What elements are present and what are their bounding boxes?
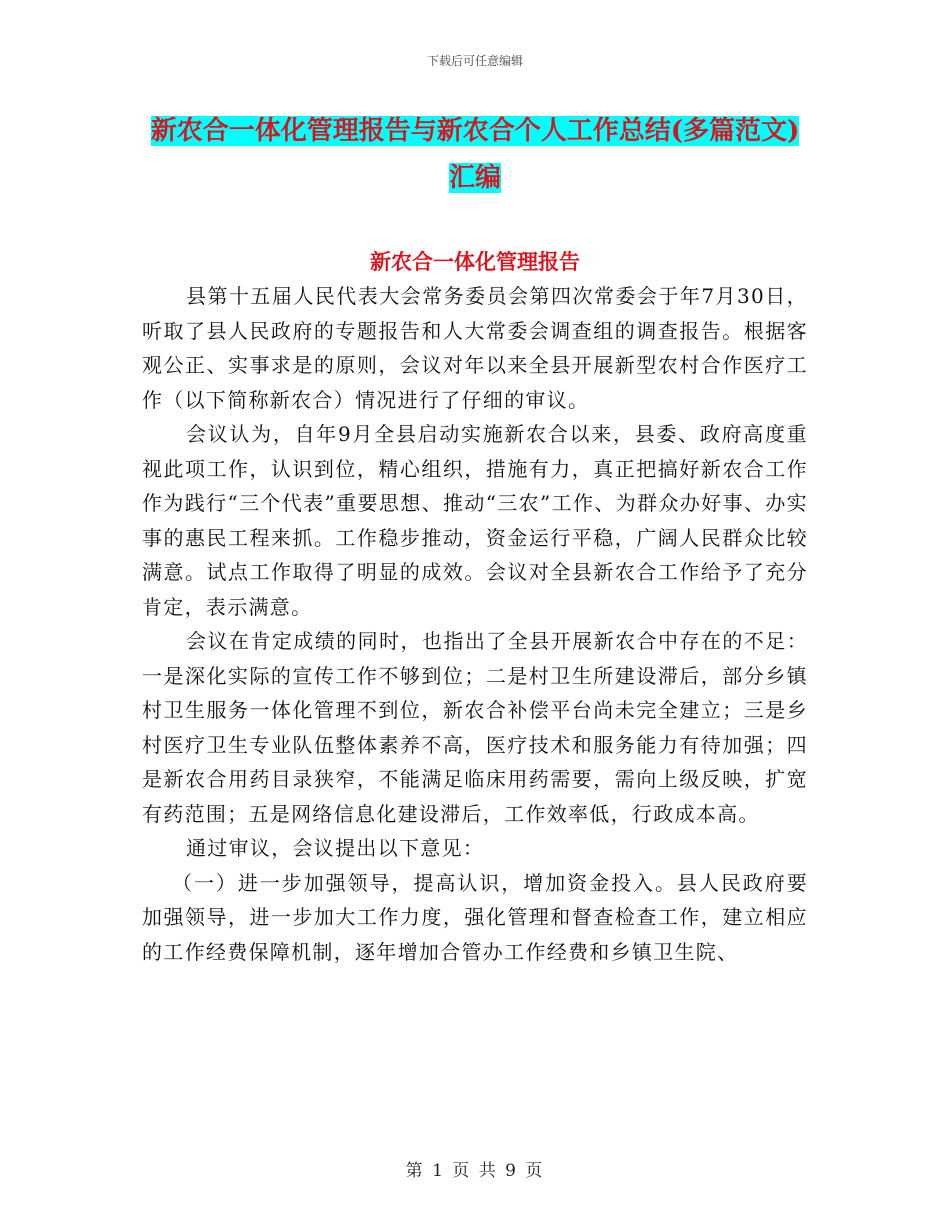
- body-text: [142, 279, 808, 969]
- document-title-text: 新农合一体化管理报告与新农合个人工作总结(多篇范文)汇编: [150, 116, 800, 193]
- section-title: 新农合一体化管理报告: [370, 249, 580, 274]
- paragraph-3: 会议在肯定成绩的同时，也指出了全县开展新农合中存在的不足：一是深化实际的宣传工作不够到位；二是村卫生所建设滞后，部分乡镇村卫生服务一体化管理不到位，新农合补偿平台尚未完全建立；三是乡村医疗卫生专业队伍整体素养不高，医疗技术和服务能力有待加强；四是新农合用药目录狭窄，不能满足临床用药需要，需向上级反映，扩宽有药范围；五是网络信息化建设滞后，工作效率低，行政成本高。: [142, 629, 808, 826]
- header-note: 下载后可任意编辑: [426, 54, 523, 68]
- document-title: [142, 108, 808, 202]
- paragraph-2: 会议认为，自年9月全县启动实施新农合以来，县委、政府高度重视此项工作，认识到位，精心组织，措施有力，真正把搞好新农合工作作为践行“三个代表”重要思想、推动“三农”工作、为群众办好事、办实事的惠民工程来抓。工作稳步推动，资金运行平稳，广阔人民群众比较满意。试点工作取得了明显的成效。会议对全县新农合工作给予了充分肯定，表示满意。: [142, 422, 808, 619]
- page-footer: 第 1 页 共 9 页: [405, 1161, 545, 1181]
- paragraph-5: （一）进一步加强领导，提高认识，增加资金投入。县人民政府要加强领导，进一步加大工作力度，强化管理和督查检查工作，建立相应的工作经费保障机制，逐年增加合管办工作经费和乡镇卫生院、: [142, 870, 808, 964]
- paragraph-1: 县第十五届人民代表大会常务委员会第四次常委会于年7月30日，听取了县人民政府的专题报告和人大常委会调查组的调查报告。根据客观公正、实事求是的原则，会议对年以来全县开展新型农村合作医疗工作（以下简称新农合）情况进行了仔细的审议。: [142, 284, 808, 412]
- paragraph-4: 通过审议，会议提出以下意见：: [186, 836, 485, 860]
